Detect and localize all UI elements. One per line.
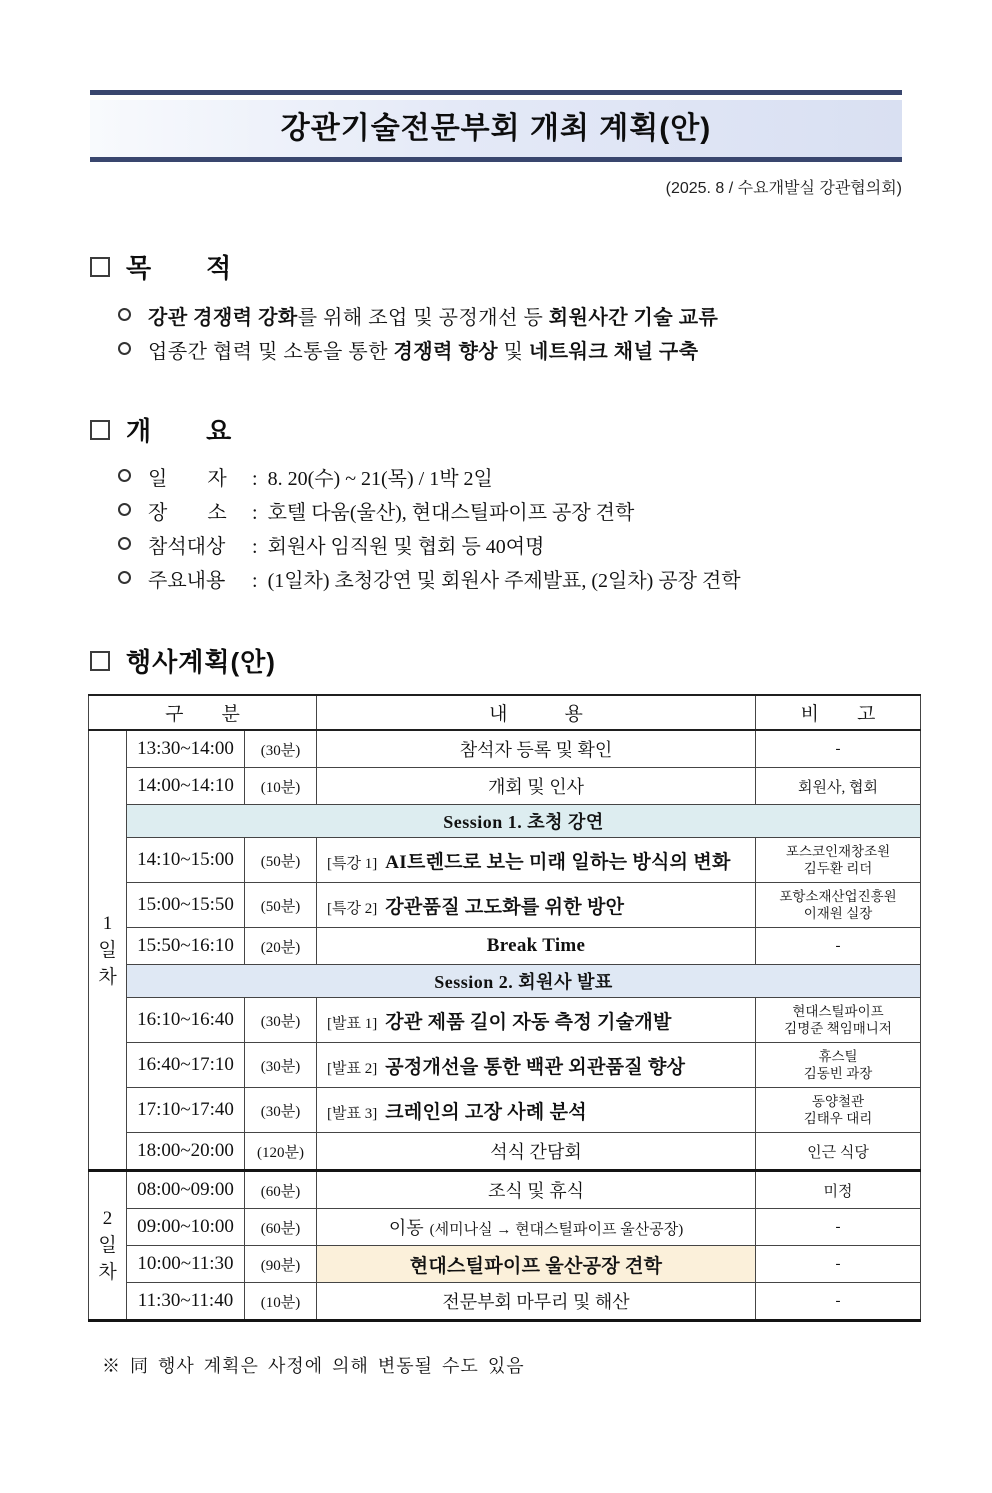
note-cell: 포항소재산업진흥원 이재원 실장: [756, 883, 921, 928]
duration-cell: (20분): [245, 928, 317, 965]
time-cell: 15:50~16:10: [127, 928, 245, 965]
doc-subtitle: (2025. 8 / 수요개발실 강관협의회): [665, 180, 902, 197]
section-overview: [90, 411, 992, 598]
duration-cell: (60분): [245, 1171, 317, 1209]
note-cell: 휴스틸 김동빈 과장: [756, 1043, 921, 1088]
time-cell: 16:40~17:10: [127, 1043, 245, 1088]
circle-bullet-icon: [118, 571, 131, 584]
time-cell: 16:10~16:40: [127, 998, 245, 1043]
content-prefix: [특강 1]: [327, 855, 378, 872]
overview-item-value: 8. 20(수) ~ 21(목) / 1박 2일: [267, 468, 493, 490]
overview-items: [118, 462, 992, 598]
content-cell: [317, 1246, 756, 1283]
overview-item-colon: :: [252, 502, 258, 524]
time-cell: 11:30~11:40: [127, 1283, 245, 1321]
time-cell: 15:00~15:50: [127, 883, 245, 928]
note-cell: -: [756, 1209, 921, 1246]
content-cell: [317, 838, 756, 883]
overview-item-label: 참석대상: [148, 536, 226, 558]
content-title: 크레인의 고장 사례 분석: [385, 1101, 587, 1123]
title-top-rule: [90, 90, 902, 95]
content-prefix: [특강 2]: [327, 900, 378, 917]
table-row: [89, 1246, 921, 1283]
table-row: [89, 768, 921, 805]
content-cell: [317, 768, 756, 805]
duration-cell: (60분): [245, 1209, 317, 1246]
note-cell: -: [756, 730, 921, 768]
table-row: [89, 998, 921, 1043]
time-cell: 13:30~14:00: [127, 730, 245, 768]
content-title: 석식 간담회: [490, 1142, 582, 1162]
plan-heading: 행사계획(안): [126, 647, 276, 677]
content-cell: [317, 998, 756, 1043]
content-cell: [317, 1043, 756, 1088]
purpose-bullet: [118, 301, 992, 335]
time-cell: 10:00~11:30: [127, 1246, 245, 1283]
footnote: ※ 同 행사 계획은 사정에 의해 변동될 수도 있음: [102, 1356, 525, 1376]
circle-bullet-icon: [118, 308, 131, 321]
content-title: AI트렌드로 보는 미래 일하는 방식의 변화: [385, 851, 731, 873]
table-row: [89, 1283, 921, 1321]
purpose-heading: 목 적: [126, 253, 233, 283]
note-cell: -: [756, 1283, 921, 1321]
section-plan: [90, 642, 992, 679]
square-bullet-icon: [90, 420, 110, 440]
overview-item-label: 주요내용: [148, 570, 226, 592]
table-row: [89, 805, 921, 838]
overview-item-label: 일 자: [148, 468, 227, 490]
note-cell: 미정: [756, 1171, 921, 1209]
overview-item-label: 장 소: [148, 502, 227, 524]
content-cell: [317, 1171, 756, 1209]
table-row: [89, 730, 921, 768]
time-cell: 09:00~10:00: [127, 1209, 245, 1246]
purpose-bullet-text: 강관 경쟁력 강화를 위해 조업 및 공정개선 등 회원사간 기술 교류: [148, 307, 719, 329]
session-header: Session 2. 회원사 발표: [127, 965, 921, 998]
duration-cell: (10분): [245, 768, 317, 805]
content-cell: [317, 1209, 756, 1246]
section-purpose: [90, 248, 992, 369]
duration-cell: (120분): [245, 1133, 317, 1171]
purpose-bullets: [118, 301, 992, 369]
overview-item: [118, 496, 992, 530]
content-cell: [317, 928, 756, 965]
overview-heading: 개 요: [126, 416, 233, 446]
session-header: Session 1. 초청 강연: [127, 805, 921, 838]
duration-cell: (30분): [245, 998, 317, 1043]
col-header-category: 구 분: [89, 695, 317, 730]
duration-cell: (10분): [245, 1283, 317, 1321]
table-row: [89, 1209, 921, 1246]
schedule-table: [88, 694, 921, 1322]
table-row: [89, 965, 921, 998]
overview-item: [118, 564, 992, 598]
table-row: [89, 1171, 921, 1209]
content-title: 개회 및 인사: [488, 777, 584, 797]
time-cell: 14:00~14:10: [127, 768, 245, 805]
note-cell: -: [756, 928, 921, 965]
day-label: 1 일 차: [89, 730, 127, 1171]
table-row: [89, 1133, 921, 1171]
overview-item: [118, 530, 992, 564]
col-header-note: 비 고: [756, 695, 921, 730]
day-label: 2 일 차: [89, 1171, 127, 1321]
overview-item: [118, 462, 992, 496]
content-suffix: (세미나실 → 현대스틸파이프 울산공장): [429, 1222, 684, 1238]
content-title: 현대스틸파이프 울산공장 견학: [409, 1255, 663, 1277]
note-cell: 현대스틸파이프 김명준 책임매니저: [756, 998, 921, 1043]
purpose-bullet: [118, 335, 992, 369]
table-header-row: [89, 695, 921, 730]
time-cell: 14:10~15:00: [127, 838, 245, 883]
content-title: 조식 및 휴식: [488, 1181, 584, 1201]
duration-cell: (30분): [245, 730, 317, 768]
content-title: 강관품질 고도화를 위한 방안: [385, 896, 625, 918]
overview-item-value: 회원사 임직원 및 협회 등 40여명: [267, 536, 545, 558]
square-bullet-icon: [90, 257, 110, 277]
duration-cell: (90분): [245, 1246, 317, 1283]
note-cell: 포스코인재창조원 김두환 리더: [756, 838, 921, 883]
overview-item-colon: :: [252, 536, 258, 558]
square-bullet-icon: [90, 651, 110, 671]
table-row: [89, 1088, 921, 1133]
overview-item-value: (1일차) 초청강연 및 회원사 주제발표, (2일차) 공장 견학: [267, 570, 741, 592]
schedule-table-body: [89, 730, 921, 1321]
content-cell: [317, 883, 756, 928]
table-row: [89, 1043, 921, 1088]
circle-bullet-icon: [118, 537, 131, 550]
note-cell: 회원사, 협회: [756, 768, 921, 805]
content-title: 강관 제품 길이 자동 측정 기술개발: [385, 1011, 672, 1033]
circle-bullet-icon: [118, 342, 131, 355]
duration-cell: (30분): [245, 1088, 317, 1133]
note-cell: 동양철관 김태우 대리: [756, 1088, 921, 1133]
content-cell: [317, 1283, 756, 1321]
time-cell: 08:00~09:00: [127, 1171, 245, 1209]
content-title: 공정개선을 통한 백관 외관품질 향상: [385, 1056, 686, 1078]
duration-cell: (30분): [245, 1043, 317, 1088]
circle-bullet-icon: [118, 469, 131, 482]
content-prefix: [발표 2]: [327, 1060, 378, 1077]
purpose-bullet-text: 업종간 협력 및 소통을 통한 경쟁력 향상 및 네트워크 채널 구축: [148, 341, 699, 363]
content-cell: [317, 730, 756, 768]
note-cell: -: [756, 1246, 921, 1283]
content-title: 이동: [388, 1218, 424, 1238]
content-title: Break Time: [486, 935, 586, 956]
overview-item-value: 호텔 다움(울산), 현대스틸파이프 공장 견학: [267, 502, 635, 524]
content-cell: [317, 1133, 756, 1171]
overview-item-colon: :: [252, 570, 258, 592]
duration-cell: (50분): [245, 883, 317, 928]
table-row: [89, 928, 921, 965]
time-cell: 17:10~17:40: [127, 1088, 245, 1133]
content-prefix: [발표 1]: [327, 1015, 378, 1032]
content-title: 전문부회 마무리 및 해산: [442, 1292, 630, 1312]
duration-cell: (50분): [245, 838, 317, 883]
content-prefix: [발표 3]: [327, 1105, 378, 1122]
circle-bullet-icon: [118, 503, 131, 516]
title-bar: [90, 90, 902, 162]
page-title: 강관기술전문부회 개최 계획(안): [90, 100, 902, 162]
table-row: [89, 883, 921, 928]
col-header-content: 내 용: [317, 695, 756, 730]
overview-item-colon: :: [252, 468, 258, 490]
content-cell: [317, 1088, 756, 1133]
table-row: [89, 838, 921, 883]
time-cell: 18:00~20:00: [127, 1133, 245, 1171]
note-cell: 인근 식당: [756, 1133, 921, 1171]
content-title: 참석자 등록 및 확인: [459, 740, 613, 760]
